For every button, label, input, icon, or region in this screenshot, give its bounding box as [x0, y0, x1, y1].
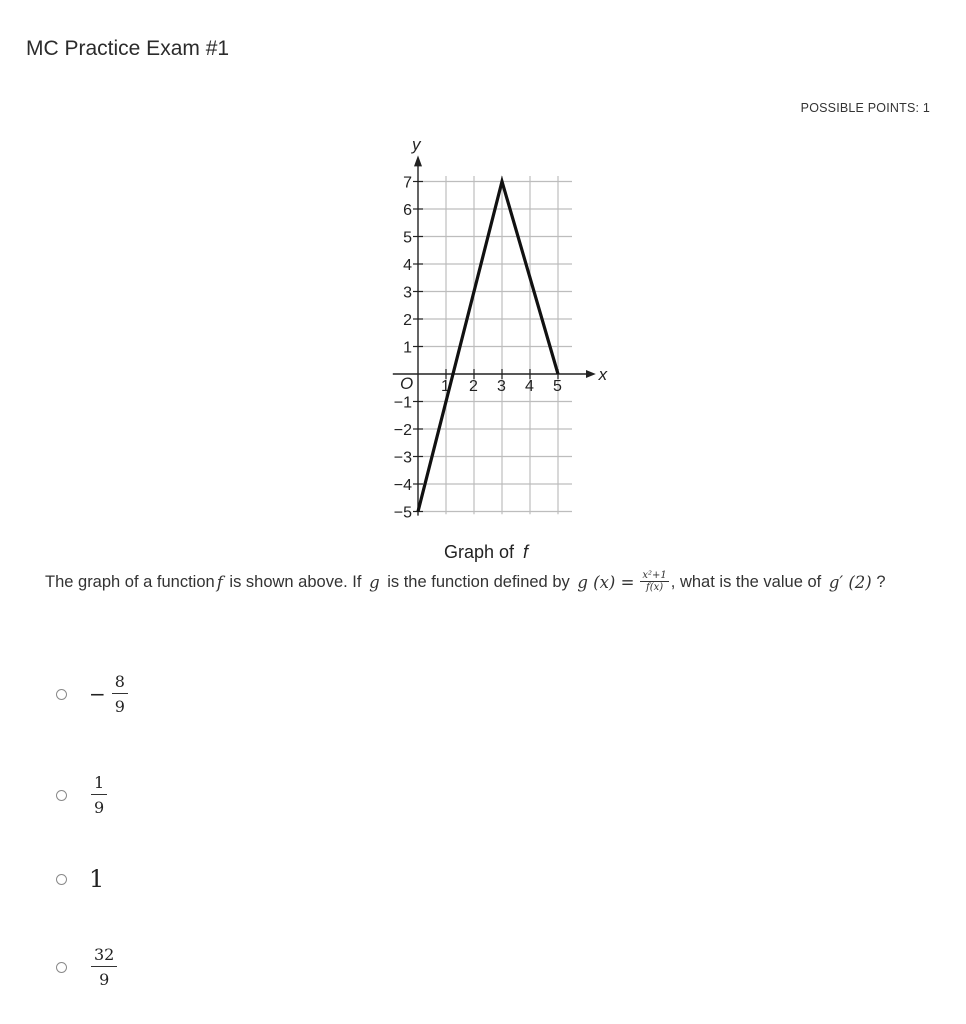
question-target: g′ (2)	[828, 572, 872, 592]
question-fraction	[640, 570, 668, 594]
graph-caption-prefix: Graph of	[444, 542, 520, 562]
question-part-3: is the function defined by	[382, 572, 575, 591]
x-tick-label: 2	[469, 378, 478, 395]
x-axis-label: x	[598, 365, 608, 384]
question-var-g: g	[369, 572, 380, 592]
option-b-den: 9	[94, 797, 105, 817]
x-tick-label: 1	[441, 378, 450, 395]
y-tick-label: 6	[403, 202, 412, 219]
graph-figure	[370, 130, 610, 570]
option-a-sign: −	[89, 682, 106, 707]
question-var-f: f	[216, 572, 223, 592]
x-axis-arrow	[586, 370, 596, 378]
question-text	[45, 570, 945, 594]
option-b-fraction	[91, 774, 107, 817]
option-a-value	[89, 673, 130, 716]
y-axis-arrow	[414, 155, 422, 166]
question-part-5: ?	[871, 572, 886, 591]
question-part-1: The graph of a function	[45, 572, 215, 591]
x-tick-label: 4	[525, 378, 534, 395]
y-tick-label: 2	[403, 312, 412, 329]
option-c-radio[interactable]	[56, 874, 67, 885]
option-d-den: 9	[99, 969, 110, 989]
graph-caption-var: f	[523, 542, 529, 562]
y-tick-label: 5	[403, 229, 412, 247]
y-tick-label: −1	[393, 394, 412, 412]
graph-of-f	[370, 130, 610, 570]
origin-label: O	[400, 374, 414, 393]
option-a-num: 8	[112, 673, 128, 694]
question-frac-den: f(x)	[646, 582, 664, 593]
question-part-2: is shown above. If	[224, 572, 367, 591]
option-d-radio[interactable]	[56, 962, 67, 973]
exam-title: MC Practice Exam #1	[26, 37, 230, 60]
y-tick-label: 4	[403, 257, 412, 274]
x-tick-label: 3	[497, 378, 506, 395]
option-a-fraction	[112, 673, 128, 716]
graph-caption	[444, 542, 530, 562]
y-tick-label: −3	[393, 449, 412, 467]
option-c[interactable]	[56, 865, 104, 893]
option-d-fraction	[91, 946, 117, 989]
option-b-num: 1	[91, 774, 107, 795]
option-b-radio[interactable]	[56, 790, 67, 801]
option-b[interactable]	[56, 774, 109, 817]
y-tick-label: −2	[393, 422, 412, 439]
y-tick-label: 7	[403, 174, 412, 192]
question-frac-num: x²+1	[642, 570, 667, 581]
y-tick-label: −4	[393, 477, 412, 494]
option-b-value	[89, 774, 109, 817]
y-tick-label: −5	[393, 504, 412, 522]
y-tick-label: 3	[403, 284, 412, 302]
possible-points: POSSIBLE POINTS: 1	[800, 101, 930, 115]
option-d-value	[89, 946, 119, 989]
option-a-radio[interactable]	[56, 689, 67, 700]
y-tick-label: 1	[403, 339, 412, 357]
question-part-4: , what is the value of	[670, 572, 826, 591]
option-d[interactable]	[56, 946, 119, 989]
y-axis-label: y	[412, 134, 421, 154]
question-lhs: g (x) =	[577, 572, 635, 592]
option-a[interactable]	[56, 673, 130, 716]
option-c-value: 1	[89, 865, 105, 893]
option-a-den: 9	[114, 696, 125, 716]
x-tick-label: 5	[553, 378, 562, 395]
option-d-num: 32	[91, 946, 117, 967]
